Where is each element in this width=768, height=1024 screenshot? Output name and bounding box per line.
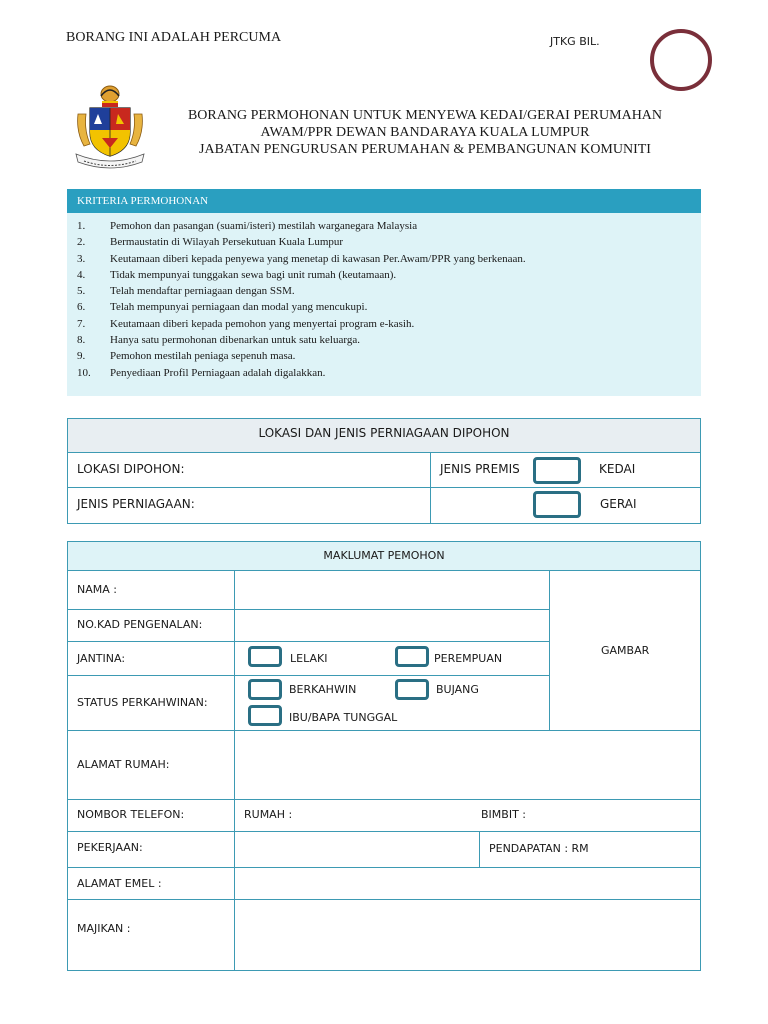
single-parent-checkbox[interactable] [248,705,282,726]
criteria-text: Hanya satu permohonan dibenarkan untuk satu keluarga. [110,334,360,347]
criteria-number: 9. [77,350,86,363]
divider [68,799,700,800]
income-label: PENDAPATAN : RM [489,842,589,855]
form-title [160,107,690,158]
free-form-note: BORANG INI ADALAH PERCUMA [66,30,282,45]
criteria-text: Telah mempunyai perniagaan dan modal yang mencukupi. [110,301,368,314]
ic-number-label: NO.KAD PENGENALAN: [77,618,203,631]
criteria-number: 2. [77,236,86,249]
criteria-text: Pemohon mestilah peniaga sepenuh masa. [110,350,296,363]
location-table [67,418,701,524]
stamp-circle [650,29,712,91]
criteria-text: Keutamaan diberi kepada penyewa yang menetap di kawasan Per.Awam/PPR yang berkenaan. [110,252,526,265]
criteria-number: 4. [77,268,86,281]
premise-type-label: JENIS PREMIS [440,462,520,476]
employer-label: MAJIKAN : [77,922,131,935]
divider [68,899,700,900]
list-item [77,299,701,315]
criteria-number: 1. [77,220,86,232]
kedai-label: KEDAI [599,462,636,476]
divider [68,730,700,731]
list-item [77,316,701,332]
criteria-text: Tidak mempunyai tunggakan sewa bagi unit rumah (keutamaan). [110,268,397,281]
email-label: ALAMAT EMEL : [77,877,162,890]
marital-status-label: STATUS PERKAHWINAN: [77,696,208,709]
list-item [77,332,701,348]
criteria-text: Keutamaan diberi kepada pemohon yang menyertai program e-kasih. [110,317,415,330]
list-item [77,365,701,381]
divider [479,831,480,867]
occupation-label: PEKERJAAN: [77,841,143,854]
gerai-checkbox[interactable] [533,491,581,518]
criteria-list [67,213,701,381]
criteria-number: 5. [77,285,86,298]
applicant-heading: MAKLUMAT PEMOHON [68,542,700,571]
married-label: BERKAHWIN [289,683,357,696]
location-label: LOKASI DIPOHON: [77,462,185,476]
title-line-1: BORANG PERMOHONAN UNTUK MENYEWA KEDAI/GERAI PERUMAHAN [187,108,663,123]
criteria-number: 7. [77,317,86,330]
title-line-2: AWAM/PPR DEWAN BANDARAYA KUALA LUMPUR [260,125,590,140]
criteria-number: 10. [77,366,91,379]
list-item [77,218,701,234]
applicant-table [67,541,701,971]
location-heading: LOKASI DAN JENIS PERNIAGAAN DIPOHON [68,419,700,453]
divider [68,487,700,488]
male-checkbox[interactable] [248,646,282,667]
criteria-number: 6. [77,301,86,314]
list-item [77,283,701,299]
male-label: LELAKI [290,652,328,665]
female-label: PEREMPUAN [434,652,503,665]
criteria-text: Penyediaan Profil Perniagaan adalah digalakkan. [110,366,326,379]
single-parent-label: IBU/BAPA TUNGGAL [289,711,398,724]
married-checkbox[interactable] [248,679,282,700]
list-item [77,251,701,267]
gender-label: JANTINA: [77,652,126,665]
photo-label: GAMBAR [601,644,650,657]
criteria-section [67,189,701,396]
divider [549,571,550,730]
phone-label: NOMBOR TELEFON: [77,808,185,821]
list-item [77,234,701,250]
divider [430,453,431,523]
criteria-text: Bermaustatin di Wilayah Persekutuan Kuala Lumpur [110,236,344,249]
business-type-label: JENIS PERNIAGAAN: [77,497,195,511]
divider [68,609,549,610]
criteria-text: Pemohon dan pasangan (suami/isteri) mestilah warganegara Malaysia [110,220,418,232]
female-checkbox[interactable] [395,646,429,667]
name-label: NAMA : [77,583,117,596]
list-item [77,267,701,283]
divider [68,641,549,642]
home-address-label: ALAMAT RUMAH: [77,758,170,771]
divider [234,571,235,970]
title-line-3: JABATAN PENGURUSAN PERUMAHAN & PEMBANGUNAN KOMUNITI [199,142,651,157]
kedai-checkbox[interactable] [533,457,581,484]
single-label: BUJANG [436,683,479,696]
list-item [77,348,701,364]
reference-number-label: JTKG BIL. [550,35,600,48]
divider [68,675,549,676]
home-phone-label: RUMAH : [244,808,293,821]
dbkl-crest-logo [72,84,148,170]
divider [68,867,700,868]
criteria-heading: KRITERIA PERMOHONAN [67,189,701,213]
mobile-phone-label: BIMBIT : [481,808,526,821]
criteria-text: Telah mendaftar perniagaan dengan SSM. [110,285,295,298]
criteria-number: 8. [77,334,86,347]
gerai-label: GERAI [600,497,637,511]
single-checkbox[interactable] [395,679,429,700]
criteria-number: 3. [77,252,86,265]
divider [68,831,700,832]
